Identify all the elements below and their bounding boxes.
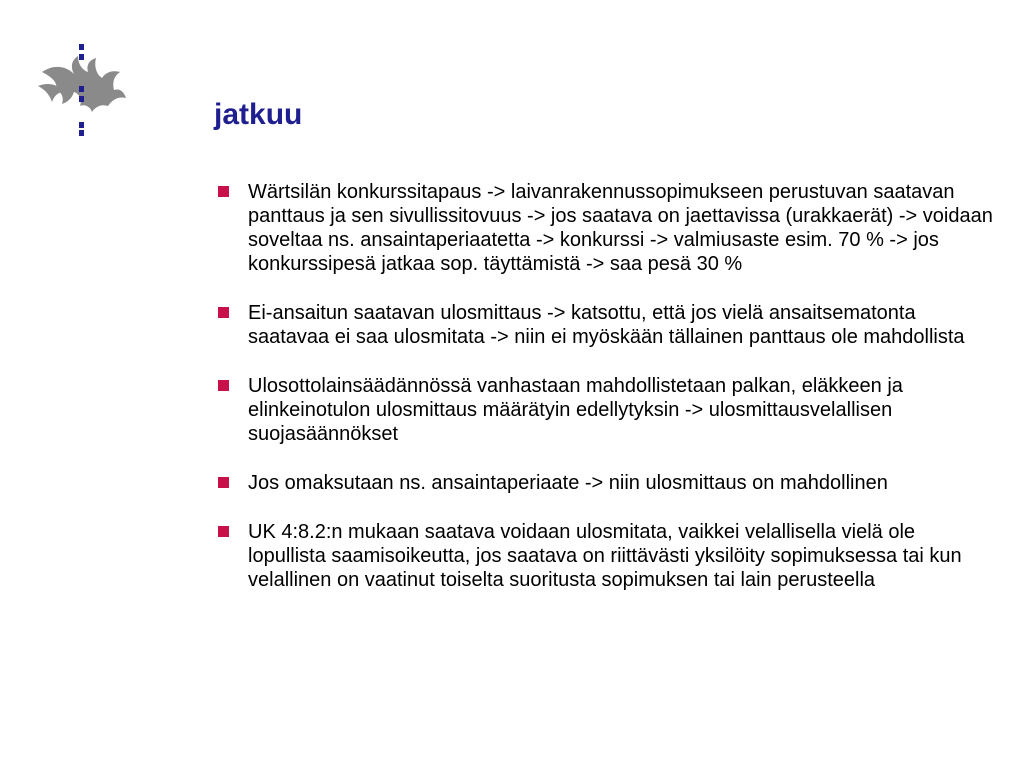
bullet-text: Ei-ansaitun saatavan ulosmittaus -> katsottu, että jos vielä ansaitsematonta saatavaa ei saa ulosmitata -> niin ei myöskään tällainen panttaus ole mahdollista <box>248 302 965 348</box>
logo-dot <box>79 96 84 102</box>
flame-shape <box>42 56 126 112</box>
bullet-text: Ulosottolainsäädännössä vanhastaan mahdollistetaan palkan, eläkkeen ja elinkeinotulon ulosmittaus määrätyin edellytyksin -> ulosmittausvelallisen suojasäännökset <box>248 375 903 445</box>
bullet-text: Jos omaksutaan ns. ansaintaperiaate -> niin ulosmittaus on mahdollinen <box>248 472 888 494</box>
bullet-text: Wärtsilän konkurssitapaus -> laivanrakennussopimukseen perustuvan saatavan panttaus ja sen sivullissitovuus -> jos saatava on jaettavissa (urakkaerät) -> voidaan soveltaa ns. ansaintaperiaatetta -> konkurssi -> valmiusaste esim. 70 % -> jos konkurssipesä jatkaa sop. täyttämistä -> saa pesä 30 % <box>248 181 993 275</box>
logo-dot <box>79 86 84 92</box>
square-bullet-icon <box>218 477 229 488</box>
bullet-text: UK 4:8.2:n mukaan saatava voidaan ulosmitata, vaikkei velallisella vielä ole lopullista saamisoikeutta, jos saatava on riittävästi yksilöity sopimuksessa tai kun velallinen on vaatinut toiselta suoritusta sopimuksen tai lain perusteella <box>248 521 962 591</box>
bullet-item <box>215 374 995 446</box>
logo-dot <box>79 130 84 136</box>
bullet-item <box>215 520 995 592</box>
logo-dot <box>79 54 84 60</box>
square-bullet-icon <box>218 380 229 391</box>
logo-dot <box>79 44 84 50</box>
logo-dot <box>79 122 84 128</box>
bullet-item <box>215 180 995 276</box>
bullet-item <box>215 301 995 349</box>
slide-title: jatkuu <box>214 98 303 131</box>
university-flame-logo <box>36 42 126 138</box>
bullet-list <box>215 180 995 617</box>
square-bullet-icon <box>218 307 229 318</box>
square-bullet-icon <box>218 186 229 197</box>
square-bullet-icon <box>218 526 229 537</box>
bullet-item <box>215 471 995 495</box>
